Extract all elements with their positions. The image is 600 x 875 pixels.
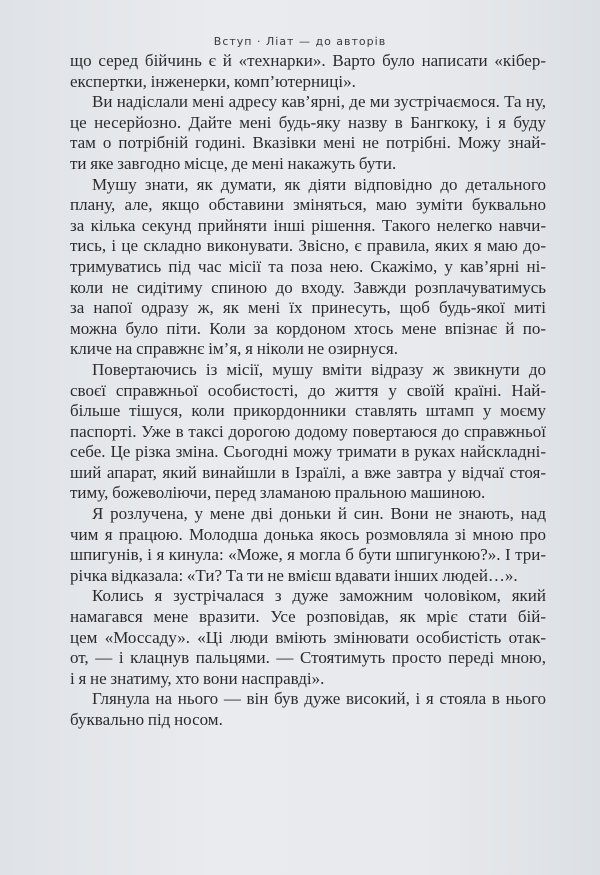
text-line — [70, 669, 546, 690]
text-line-content: буквально під носом. — [70, 710, 223, 729]
text-line — [70, 236, 546, 257]
text-line-content: це несерйозно. Дайте мені будь-яку назву в Бангкоку, і я буду — [70, 112, 546, 132]
text-line-content: що серед бійчинь є й «технарки». Варто було написати «кібер- — [70, 51, 546, 70]
text-line — [70, 710, 546, 731]
text-line — [70, 278, 546, 299]
text-line — [70, 133, 546, 154]
text-line — [70, 257, 546, 278]
text-line-content: паспорті. Уже в таксі дорогою додому повертаюся до справжньої — [70, 421, 546, 441]
text-line-content: намагався мене вразити. Усе розповідав, як мріє стати бій- — [70, 607, 546, 627]
text-line-content: кличе на справжнє ім’я, я ніколи не озирнуся. — [70, 339, 398, 359]
text-line-content: Ви надіслали мені адресу кав’ярні, де ми зустрічаємося. Та ну, — [92, 92, 546, 112]
text-line — [70, 154, 546, 175]
text-line-content: ти яке завгодно місце, де мені накажуть бути. — [70, 153, 397, 173]
text-line-content: тиму, божеволіючи, перед зламаною пральною машиною. — [70, 483, 486, 503]
text-line — [70, 175, 546, 196]
text-line-content: річка відказала: «Ти? Та ти не вмієш вдавати інших людей…». — [70, 565, 518, 585]
text-line — [70, 339, 546, 360]
text-line-content: цем «Моссаду». «Ці люди вміють змінювати особистість отак- — [70, 627, 546, 647]
text-line — [70, 648, 546, 669]
text-line-content: шпигунів, і я кинула: «Може, я могла б бути шпигункою?». І три- — [70, 545, 546, 565]
text-line-content: плану, але, якщо обставини зміняться, маю зуміти буквально — [70, 195, 546, 215]
text-line-content: своєї справжньої особистості, до життя у своїй країні. Най- — [70, 380, 546, 400]
text-line — [70, 483, 546, 504]
text-line — [70, 628, 546, 649]
text-line — [70, 360, 546, 381]
text-line — [70, 607, 546, 628]
text-line-content: за напої одразу ж, як мені їх принесуть, щоб будь-якої миті — [70, 298, 546, 318]
text-line — [70, 195, 546, 216]
text-line-content: ший апарат, який винайшли в Ізраїлі, а вже завтра у відчаї стоя- — [70, 462, 546, 482]
text-line-content: більше тішуся, коли прикордонники ставлять штамп у моєму — [70, 401, 546, 421]
text-line — [70, 525, 546, 546]
text-line — [70, 504, 546, 525]
text-line — [70, 51, 546, 72]
text-line — [70, 463, 546, 484]
text-line — [70, 586, 546, 607]
text-line — [70, 298, 546, 319]
book-page-body — [70, 51, 546, 731]
text-line — [70, 422, 546, 443]
text-line — [70, 545, 546, 566]
text-line-content: тримуватись під час місії та поза нею. Скажімо, у кав’ярні ні- — [70, 256, 546, 276]
text-line-content: себе. Це різка зміна. Сьогодні можу тримати в руках найскладні- — [70, 442, 546, 462]
text-line — [70, 319, 546, 340]
text-line-content: Я розлучена, у мене дві доньки й син. Вони не знають, над — [92, 504, 546, 524]
text-line — [70, 442, 546, 463]
text-line — [70, 113, 546, 134]
text-line-content: Колись я зустрічалася з дуже заможним чоловіком, який — [92, 586, 546, 606]
running-header: Вступ · Ліат — до авторів — [213, 35, 387, 48]
text-line-content: Мушу знати, як думати, як діяти відповідно до детального — [92, 174, 546, 194]
text-line-content: і я не знатиму, хто вони насправді». — [70, 668, 325, 688]
text-line — [70, 566, 546, 587]
text-line-content: Глянула на нього — він був дуже високий, і я стояла в нього — [92, 689, 546, 709]
text-line-content: от, — і клацнув пальцями. — Стоятимуть просто переді мною, — [70, 648, 546, 668]
text-line-content: там о потрібній годині. Вказівки мені не потрібні. Можу знай- — [70, 133, 546, 153]
text-line — [70, 216, 546, 237]
text-line-content: тись, і це складно виконувати. Звісно, є правила, яких я маю до- — [70, 236, 546, 256]
text-line — [70, 401, 546, 422]
text-line-content: Повертаючись із місії, мушу вміти відразу ж звикнути до — [92, 359, 546, 379]
text-line-content: можна було піти. Коли за кордоном хтось мене впізнає й по- — [70, 318, 546, 338]
text-line-content: за кілька секунд прийняти інші рішення. Такого нелегко навчи- — [70, 215, 546, 235]
text-line-content: чим я працюю. Молодша донька якось розмовляла зі мною про — [70, 524, 546, 544]
text-line — [70, 72, 546, 93]
text-line-content: експертки, інженерки, комп’ютерниці». — [70, 71, 356, 91]
text-line — [70, 92, 546, 113]
text-line — [70, 381, 546, 402]
text-line-content: коли не сидітиму спиною до входу. Завжди розплачуватимусь — [70, 277, 546, 297]
text-line — [70, 689, 546, 710]
